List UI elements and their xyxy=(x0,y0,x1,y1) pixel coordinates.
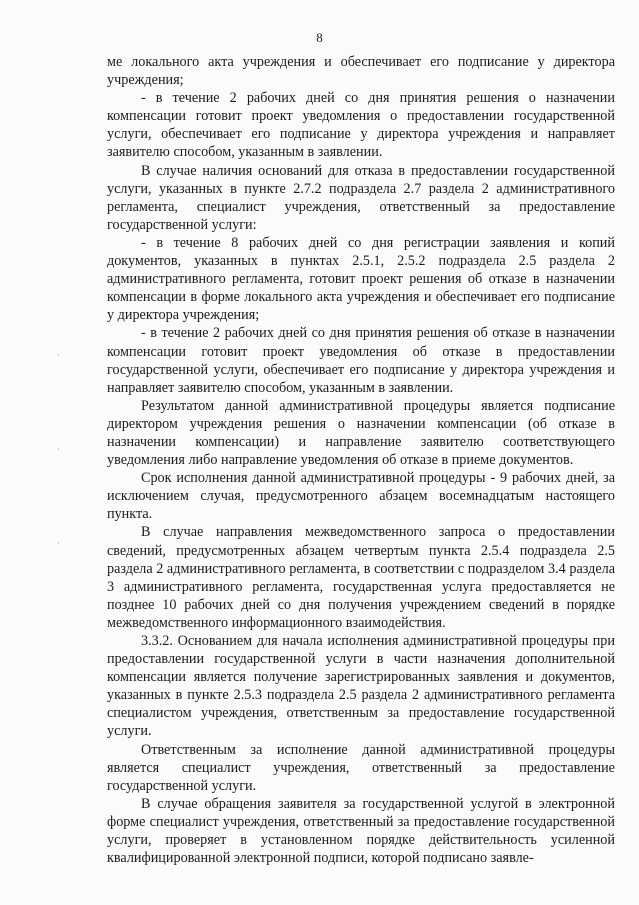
paragraph: Результатом данной административной процедуры является подписание директором учреждения решения о назначении компенсации (об отказе в назначении компенсации) и направление заявителю соответствующего уведомления либо направление уведомления об отказе в приеме документов. xyxy=(107,397,615,469)
paragraph: В случае направления межведомственного запроса о предоставлении сведений, предусмотренных абзацем четвертым пункта 2.5.4 подраздела 2.5 раздела 2 административного регламента, в соответствии с подразделом 3.4 раздела 3 административного регламента, государственная услуга предоставляется не позднее 10 рабочих дней со дня получения учреждением сведений в порядке межведомственного информационного взаимодействия. xyxy=(107,524,615,631)
paragraph: ме локального акта учреждения и обеспечивает его подписание у директора учреждения; xyxy=(107,54,615,89)
margin-mark: · xyxy=(57,351,60,360)
margin-mark: · xyxy=(57,445,60,454)
document-body xyxy=(107,53,615,867)
margin-mark: · xyxy=(57,539,60,548)
paragraph: - в течение 8 рабочих дней со дня регистрации заявления и копий документов, указанных в пунктах 2.5.1, 2.5.2 подраздела 2.5 раздела 2 административного регламента, готовит проект решения об отказе в назначении компенсации в форме локального акта учреждения и обеспечивает его подписание у директора учреждения; xyxy=(107,234,615,324)
paragraph: - в течение 2 рабочих дней со дня принятия решения об отказе в назначении компенсации готовит проект уведомления об отказе в предоставлении государственной услуги, обеспечивает его подписание у директора учреждения и направляет заявителю способом, указанным в заявлении. xyxy=(107,325,615,396)
paragraph: Срок исполнения данной административной процедуры - 9 рабочих дней, за исключением случая, предусмотренного абзацем восемнадцатым настоящего пункта. xyxy=(107,470,615,523)
paragraph: - в течение 2 рабочих дней со дня принятия решения о назначении компенсации готовит проект уведомления о предоставлении государственной услуги, обеспечивает его подписание у директора учреждения и направляет заявителю способом, указанным в заявлении. xyxy=(107,90,615,161)
page-number: 8 xyxy=(316,30,323,45)
paragraph: В случае обращения заявителя за государственной услугой в электронной форме специалист учреждения, ответственный за предоставление государственной услуги, проверяет в установленном порядке действительность усиленной квалифицированной электронной подписи, которой подписано заявле- xyxy=(107,795,615,867)
paragraph: Ответственным за исполнение данной административной процедуры является специалист учреждения, ответственный за предоставление государственной услуги. xyxy=(107,741,615,794)
paragraph: В случае наличия оснований для отказа в предоставлении государственной услуги, указанных в пункте 2.7.2 подраздела 2.7 раздела 2 административного регламента, специалист учреждения, ответственный за предоставление государственной услуги: xyxy=(107,162,615,233)
paragraph: 3.3.2. Основанием для начала исполнения административной процедуры при предоставлении государственной услуги в части назначения дополнительной компенсации является получение зарегистрированных заявления и документов, указанных в пункте 2.5.3 подраздела 2.5 раздела 2 административного регламента специалистом учреждения, ответственным за предоставление государственной услуги. xyxy=(107,633,615,740)
